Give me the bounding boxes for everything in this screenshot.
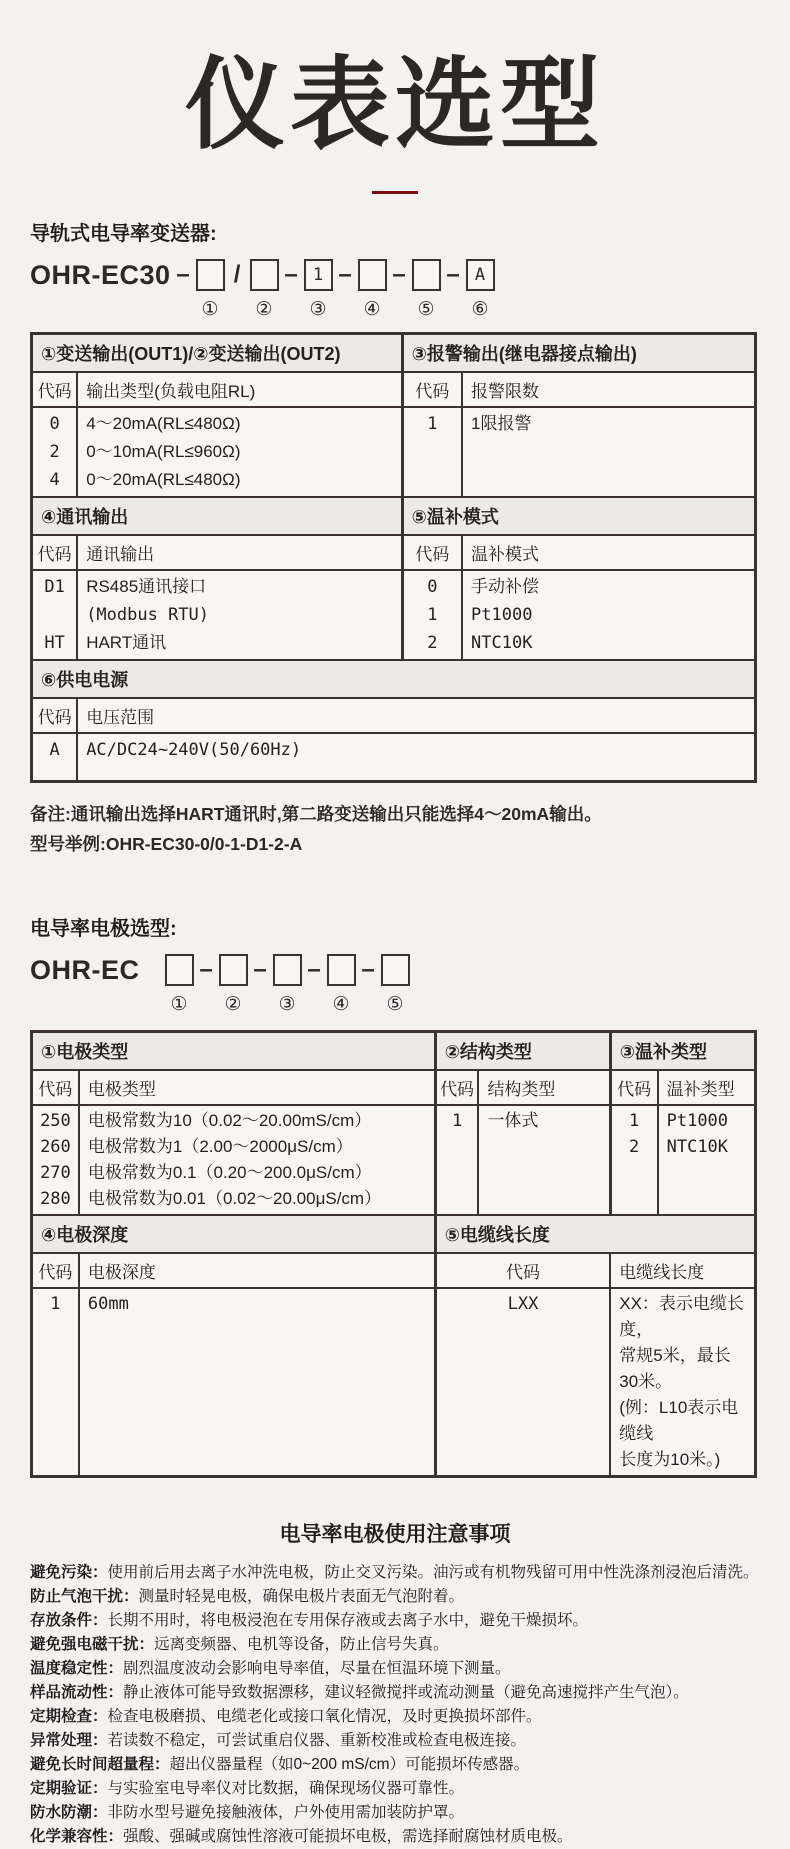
column-header: 代码 — [402, 535, 462, 570]
column-header: 通讯输出 — [77, 535, 402, 570]
model-separator: – — [253, 956, 267, 984]
model-example-line: 型号举例:OHR-EC30-0/0-1-D1-2-A — [30, 834, 303, 855]
model-box — [165, 954, 194, 986]
electrode-heading: 电导率电极选型: — [30, 918, 177, 941]
section-header: ③报警输出(继电器接点输出) — [402, 334, 755, 373]
note-line: 备注:通讯输出选择HART通讯时,第二路变送输出只能选择4～20mA输出。 — [30, 804, 602, 824]
position-label: ② — [224, 994, 242, 1016]
model-separator: – — [361, 956, 375, 984]
column-header: 温补类型 — [658, 1070, 756, 1105]
column-header: 代码 — [32, 698, 78, 733]
section-header: ⑤电缆线长度 — [435, 1215, 755, 1253]
model-slot-5 — [356, 954, 410, 1016]
list-item: 定期检查：检查电极磨损、电缆老化或接口氧化情况，及时更换损坏部件。 — [30, 1708, 542, 1726]
table-data-row — [32, 1105, 756, 1215]
precautions-list — [30, 1561, 760, 1849]
model-separator: – — [284, 261, 298, 288]
table-data-row — [32, 1288, 756, 1477]
column-header: 代码 — [610, 1070, 657, 1105]
precautions-title: 电导率电极使用注意事项 — [279, 1523, 511, 1547]
notes-block — [30, 799, 760, 859]
list-item: 样品流动性：静止液体可能导致数据漂移，建议轻微搅拌或流动测量（避免高速搅拌产生气泡）。 — [30, 1684, 689, 1702]
list-item: 避免强电磁干扰：远离变频器、电机等设备，防止信号失真。 — [30, 1636, 449, 1654]
table-section-row — [32, 334, 756, 373]
page-title: 仪表选型 — [185, 49, 605, 161]
desc-cell: 4～20mA(RL≤480Ω) 0～10mA(RL≤960Ω) 0～20mA(RL≤480Ω) — [77, 407, 402, 497]
position-label: ① — [170, 994, 188, 1016]
list-item: 避免长时间超量程：超出仪器量程（如0~200 mS/cm）可能损坏传感器。 — [30, 1756, 530, 1774]
list-item: 防止气泡干扰：测量时轻晃电极，确保电极片表面无气泡附着。 — [30, 1588, 465, 1606]
section-header: ⑤温补模式 — [402, 497, 755, 535]
table-section-row — [32, 1215, 756, 1253]
model-separator: – — [199, 956, 213, 984]
section-header: ⑥供电电源 — [32, 660, 756, 698]
column-header: 代码 — [32, 1253, 79, 1288]
model-box — [412, 259, 441, 291]
desc-cell: XX：表示电缆长度， 常规5米，最长30米。 (例：L10表示电缆线 长度为10米。) — [610, 1288, 755, 1477]
section-header: ④通讯输出 — [32, 497, 403, 535]
table-section-row — [32, 497, 756, 535]
model-slot-4 — [302, 954, 356, 1016]
position-label: ③ — [309, 299, 327, 320]
code-cell: 1 — [402, 407, 462, 497]
column-header: 代码 — [32, 535, 78, 570]
column-header: 代码 — [435, 1253, 610, 1288]
column-header: 输出类型(负载电阻RL) — [77, 372, 402, 407]
section-header: ②结构类型 — [435, 1032, 610, 1071]
model-slot-4 — [333, 259, 387, 321]
model-box — [219, 954, 248, 986]
position-label: ⑤ — [386, 994, 404, 1016]
table-data-row — [32, 733, 756, 782]
code-cell: D1 HT — [32, 570, 78, 660]
desc-cell: Pt1000 NTC10K — [658, 1105, 756, 1215]
model-slot-3 — [279, 259, 333, 321]
code-cell: 0 2 4 — [32, 407, 78, 497]
section-header: ③温补类型 — [610, 1032, 755, 1071]
model-slot-3 — [248, 954, 302, 1016]
list-item: 定期验证：与实验室电导率仪对比数据，确保现场仪器可靠性。 — [30, 1780, 465, 1798]
table-data-row — [32, 407, 756, 497]
code-cell: 250 260 270 280 — [32, 1105, 79, 1215]
column-header: 代码 — [32, 1070, 79, 1105]
model-box — [358, 259, 387, 291]
content-column — [0, 217, 790, 1849]
code-cell: 1 2 — [610, 1105, 657, 1215]
model-box — [273, 954, 302, 986]
table-section-row — [32, 660, 756, 698]
list-item: 异常处理：若读数不稳定，可尝试重启仪器、重新校准或检查电极连接。 — [30, 1732, 527, 1750]
desc-cell: 一体式 — [478, 1105, 610, 1215]
desc-cell: 电极常数为10（0.02～20.00mS/cm） 电极常数为1（2.00～2000μS/cm） 电极常数为0.1（0.20～200.0μS/cm） 电极常数为0.01（0.02～20.00μS/cm） — [79, 1105, 435, 1215]
model-separator: – — [392, 261, 406, 288]
model-separator: / — [233, 261, 241, 288]
list-item: 避免污染：使用前后用去离子水冲洗电极，防止交叉污染。油污或有机物残留可用中性洗涤剂浸泡后清洗。 — [30, 1564, 759, 1582]
electrode-selection-table — [30, 1030, 757, 1478]
transmitter-selection-table — [30, 332, 757, 783]
title-divider — [372, 191, 418, 194]
column-header: 代码 — [402, 372, 462, 407]
column-header: 温补模式 — [462, 535, 755, 570]
model-prefix: OHR-EC30 — [30, 260, 171, 290]
model-separator: – — [446, 261, 460, 288]
list-item: 化学兼容性：强酸、强碱或腐蚀性溶液可能损坏电极，需选择耐腐蚀材质电极。 — [30, 1828, 573, 1846]
column-header: 代码 — [32, 372, 78, 407]
table-header-row — [32, 372, 756, 407]
list-item: 存放条件：长期不用时，将电极浸泡在专用保存液或去离子水中，避免干燥损坏。 — [30, 1612, 589, 1630]
section-header: ①变送输出(OUT1)/②变送输出(OUT2) — [32, 334, 403, 373]
code-cell: A — [32, 733, 78, 782]
section-header: ④电极深度 — [32, 1215, 436, 1253]
section-header: ①电极类型 — [32, 1032, 436, 1071]
model-separator: – — [307, 956, 321, 984]
position-label: ⑥ — [471, 299, 489, 320]
table-header-row — [32, 535, 756, 570]
transmitter-heading: 导轨式电导率变送器: — [30, 223, 217, 245]
model-slot-2 — [194, 954, 248, 1016]
column-header: 结构类型 — [478, 1070, 610, 1105]
column-header: 电极类型 — [79, 1070, 435, 1105]
desc-cell: 1限报警 — [462, 407, 755, 497]
list-item: 温度稳定性：剧烈温度波动会影响电导率值，尽量在恒温环境下测量。 — [30, 1660, 511, 1678]
column-header: 代码 — [435, 1070, 478, 1105]
position-label: ① — [201, 299, 219, 320]
desc-cell: RS485通讯接口 (Modbus RTU) HART通讯 — [77, 570, 402, 660]
position-label: ② — [255, 299, 273, 320]
table-header-row — [32, 698, 756, 733]
model-box — [250, 259, 279, 291]
model-slot-2 — [225, 259, 279, 321]
list-item: 防水防潮：非防水型号避免接触液体，户外使用需加装防护罩。 — [30, 1804, 465, 1822]
table-header-row — [32, 1253, 756, 1288]
model-separator: – — [176, 261, 190, 288]
model-slot-5 — [387, 259, 441, 321]
model-slot-6 — [441, 259, 495, 321]
desc-cell: 60mm — [79, 1288, 435, 1477]
model-prefix: OHR-EC — [30, 955, 140, 986]
table-section-row — [32, 1032, 756, 1071]
position-label: ④ — [363, 299, 381, 320]
column-header: 电极深度 — [79, 1253, 435, 1288]
model-box — [381, 954, 410, 986]
position-label: ③ — [278, 994, 296, 1016]
column-header: 报警限数 — [462, 372, 755, 407]
position-label: ⑤ — [417, 299, 435, 320]
model-box: 1 — [304, 259, 333, 291]
model-box: A — [466, 259, 495, 291]
model-box — [196, 259, 225, 291]
model-separator: – — [338, 261, 352, 288]
code-cell: 1 — [32, 1288, 79, 1477]
column-header: 电缆线长度 — [610, 1253, 755, 1288]
column-header: 电压范围 — [77, 698, 755, 733]
electrode-model-code — [30, 954, 760, 1016]
code-cell: 1 — [435, 1105, 478, 1215]
table-header-row — [32, 1070, 756, 1105]
code-cell: 0 1 2 — [402, 570, 462, 660]
code-cell: LXX — [435, 1288, 610, 1477]
model-box — [327, 954, 356, 986]
model-slot-1 — [140, 954, 194, 1016]
position-label: ④ — [332, 994, 350, 1016]
desc-cell: AC/DC24~240V(50/60Hz) — [77, 733, 755, 782]
table-data-row — [32, 570, 756, 660]
transmitter-model-code — [30, 259, 760, 321]
desc-cell: 手动补偿 Pt1000 NTC10K — [462, 570, 755, 660]
model-slot-1 — [171, 259, 225, 321]
